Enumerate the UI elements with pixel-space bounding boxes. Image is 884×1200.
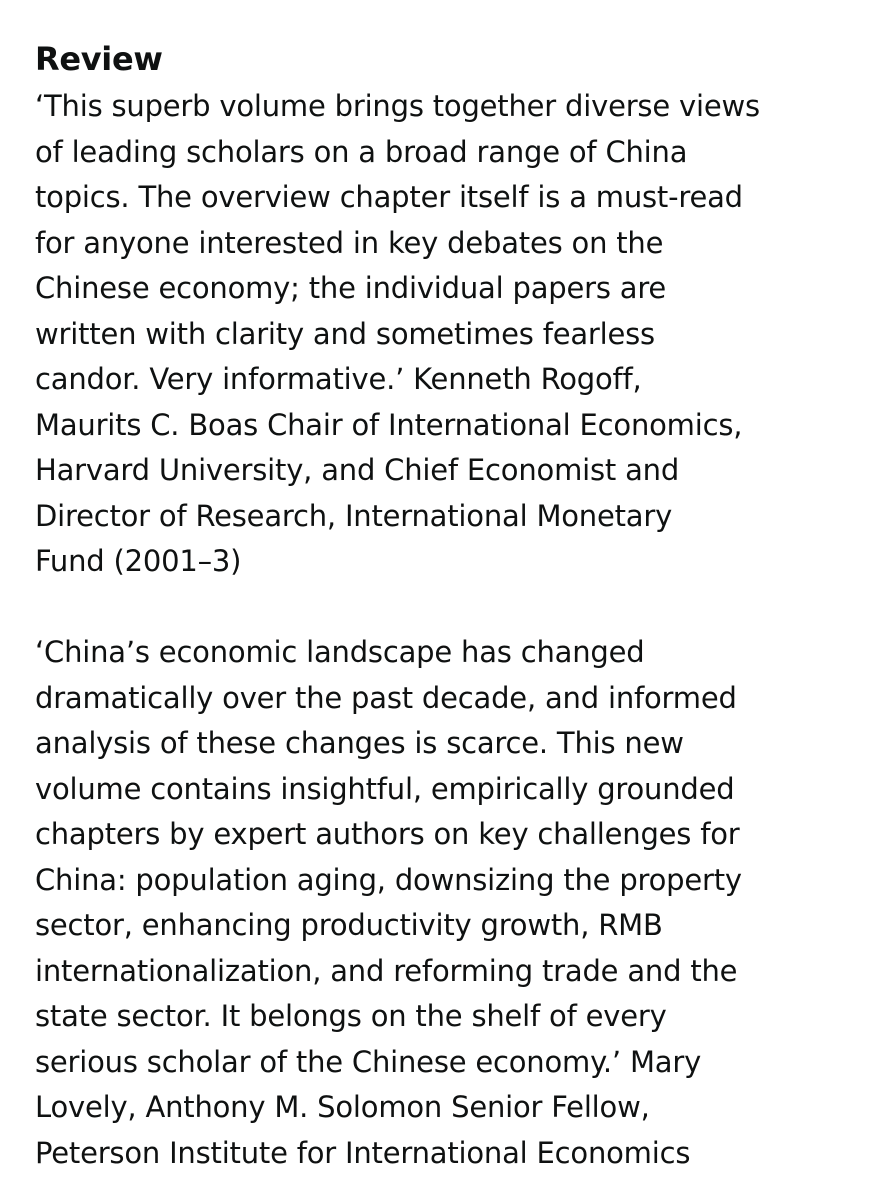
review-line: ‘China’s economic landscape has changed: [35, 635, 645, 669]
review-line: ‘This superb volume brings together diverse views: [35, 89, 760, 123]
review-line: Harvard University, and Chief Economist and: [35, 453, 680, 487]
review-line: sector, enhancing productivity growth, RMB: [35, 908, 663, 942]
review-line: serious scholar of the Chinese economy.’ Mary: [35, 1044, 702, 1079]
review-line: dramatically over the past decade, and informed: [35, 680, 737, 715]
review-line: written with clarity and sometimes fearless: [35, 316, 655, 351]
review-line: for anyone interested in key debates on the: [35, 225, 664, 260]
review-line: Peterson Institute for International Economics: [35, 1135, 691, 1170]
review-line: of leading scholars on a broad range of China: [35, 134, 688, 169]
review-section: [35, 36, 860, 1176]
review-line: analysis of these changes is scarce. This new: [35, 726, 684, 760]
review-line: state sector. It belongs on the shelf of every: [35, 999, 667, 1033]
review-line: Maurits C. Boas Chair of International Economics,: [35, 407, 743, 442]
review-line: internationalization, and reforming trade and the: [35, 953, 738, 988]
review-line: chapters by expert authors on key challenges for: [35, 817, 740, 851]
section-heading: Review: [35, 40, 163, 78]
review-line: Chinese economy; the individual papers are: [35, 271, 667, 305]
review-line: volume contains insightful, empirically grounded: [35, 771, 735, 806]
review-line: Director of Research, International Monetary: [35, 498, 673, 533]
review-line: China: population aging, downsizing the property: [35, 862, 742, 897]
review-line: Lovely, Anthony M. Solomon Senior Fellow,: [35, 1090, 650, 1124]
review-line: topics. The overview chapter itself is a must-read: [35, 180, 743, 214]
review-line: candor. Very informative.’ Kenneth Rogoff,: [35, 362, 642, 396]
review-quote-rogoff: [35, 84, 860, 585]
review-quote-lovely: [35, 630, 860, 1176]
paragraph-gap: [35, 585, 860, 631]
review-line: Fund (2001–3): [35, 544, 242, 578]
